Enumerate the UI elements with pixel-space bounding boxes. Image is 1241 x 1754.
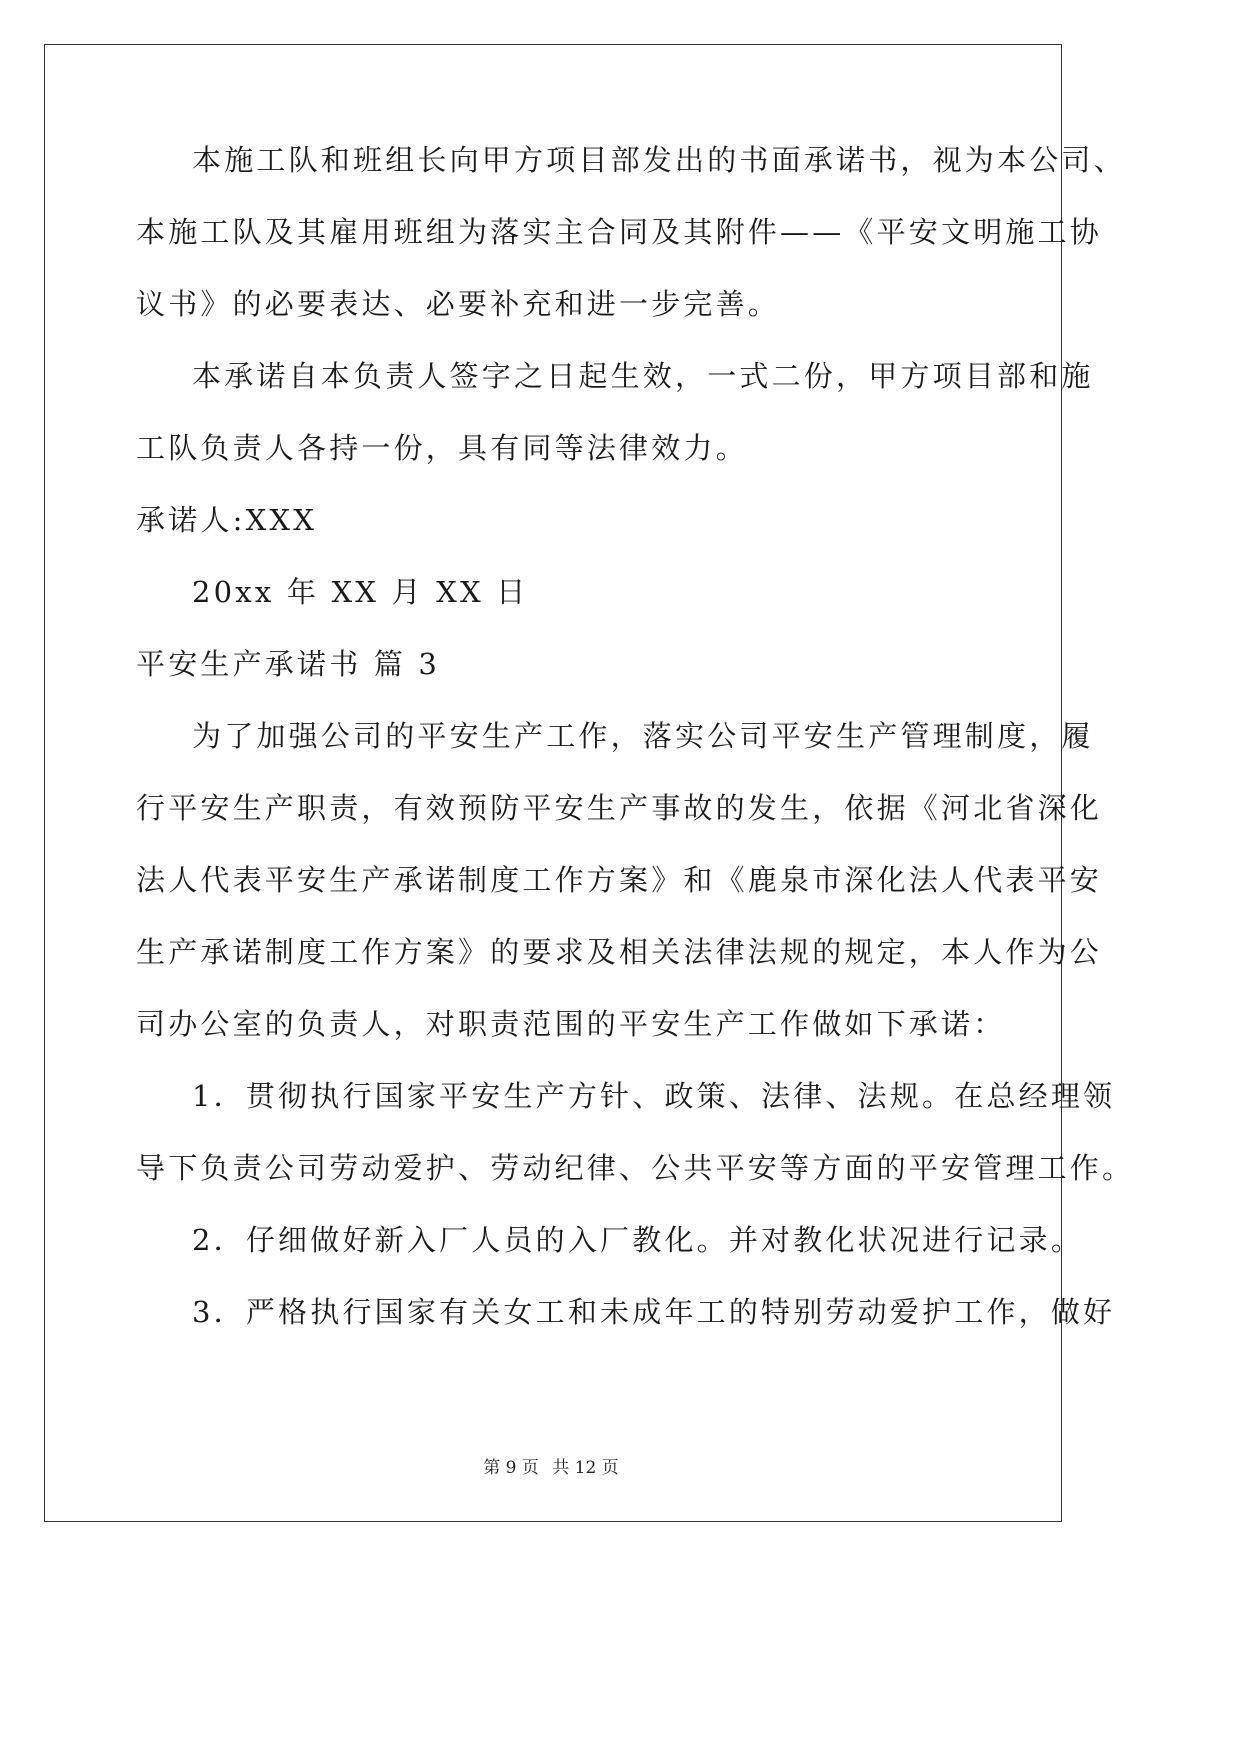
list-item-line: 1．贯彻执行国家平安生产方针、政策、法律、法规。在总经理领 [192, 1079, 1116, 1113]
signatory-line: 承诺人:XXX [136, 503, 318, 537]
page-total: 共 12 页 [552, 1458, 619, 1478]
list-item-line: 导下负责公司劳动爱护、劳动纪律、公共平安等方面的平安管理工作。 [136, 1151, 1135, 1185]
date-line: 20xx 年 XX 月 XX 日 [192, 575, 529, 609]
paragraph-line: 本承诺自本负责人签字之日起生效，一式二份，甲方项目部和施 [192, 359, 1094, 393]
page-number: 第 9 页 [483, 1458, 539, 1478]
paragraph-line: 生产承诺制度工作方案》的要求及相关法律法规的规定，本人作为公 [136, 935, 1103, 969]
paragraph-line: 本施工队和班组长向甲方项目部发出的书面承诺书，视为本公司、 [192, 143, 1126, 177]
paragraph-line: 工队负责人各持一份，具有同等法律效力。 [136, 431, 748, 465]
paragraph-line: 行平安生产职责，有效预防平安生产事故的发生，依据《河北省深化 [136, 791, 1103, 825]
list-item-line: 3．严格执行国家有关女工和未成年工的特别劳动爱护工作，做好 [192, 1295, 1116, 1329]
paragraph-line: 为了加强公司的平安生产工作，落实公司平安生产管理制度，履 [192, 719, 1094, 753]
paragraph-line: 司办公室的负责人，对职责范围的平安生产工作做如下承诺： [136, 1007, 1006, 1041]
list-item-line: 2．仔细做好新入厂人员的入厂教化。并对教化状况进行记录。 [192, 1223, 1084, 1257]
paragraph-line: 法人代表平安生产承诺制度工作方案》和《鹿泉市深化法人代表平安 [136, 863, 1103, 897]
page-footer [0, 1453, 1102, 1478]
paragraph-line: 议书》的必要表达、必要补充和进一步完善。 [136, 287, 781, 321]
paragraph-line: 本施工队及其雇用班组为落实主合同及其附件——《平安文明施工协 [136, 215, 1103, 249]
section-heading: 平安生产承诺书 篇 3 [136, 647, 441, 681]
